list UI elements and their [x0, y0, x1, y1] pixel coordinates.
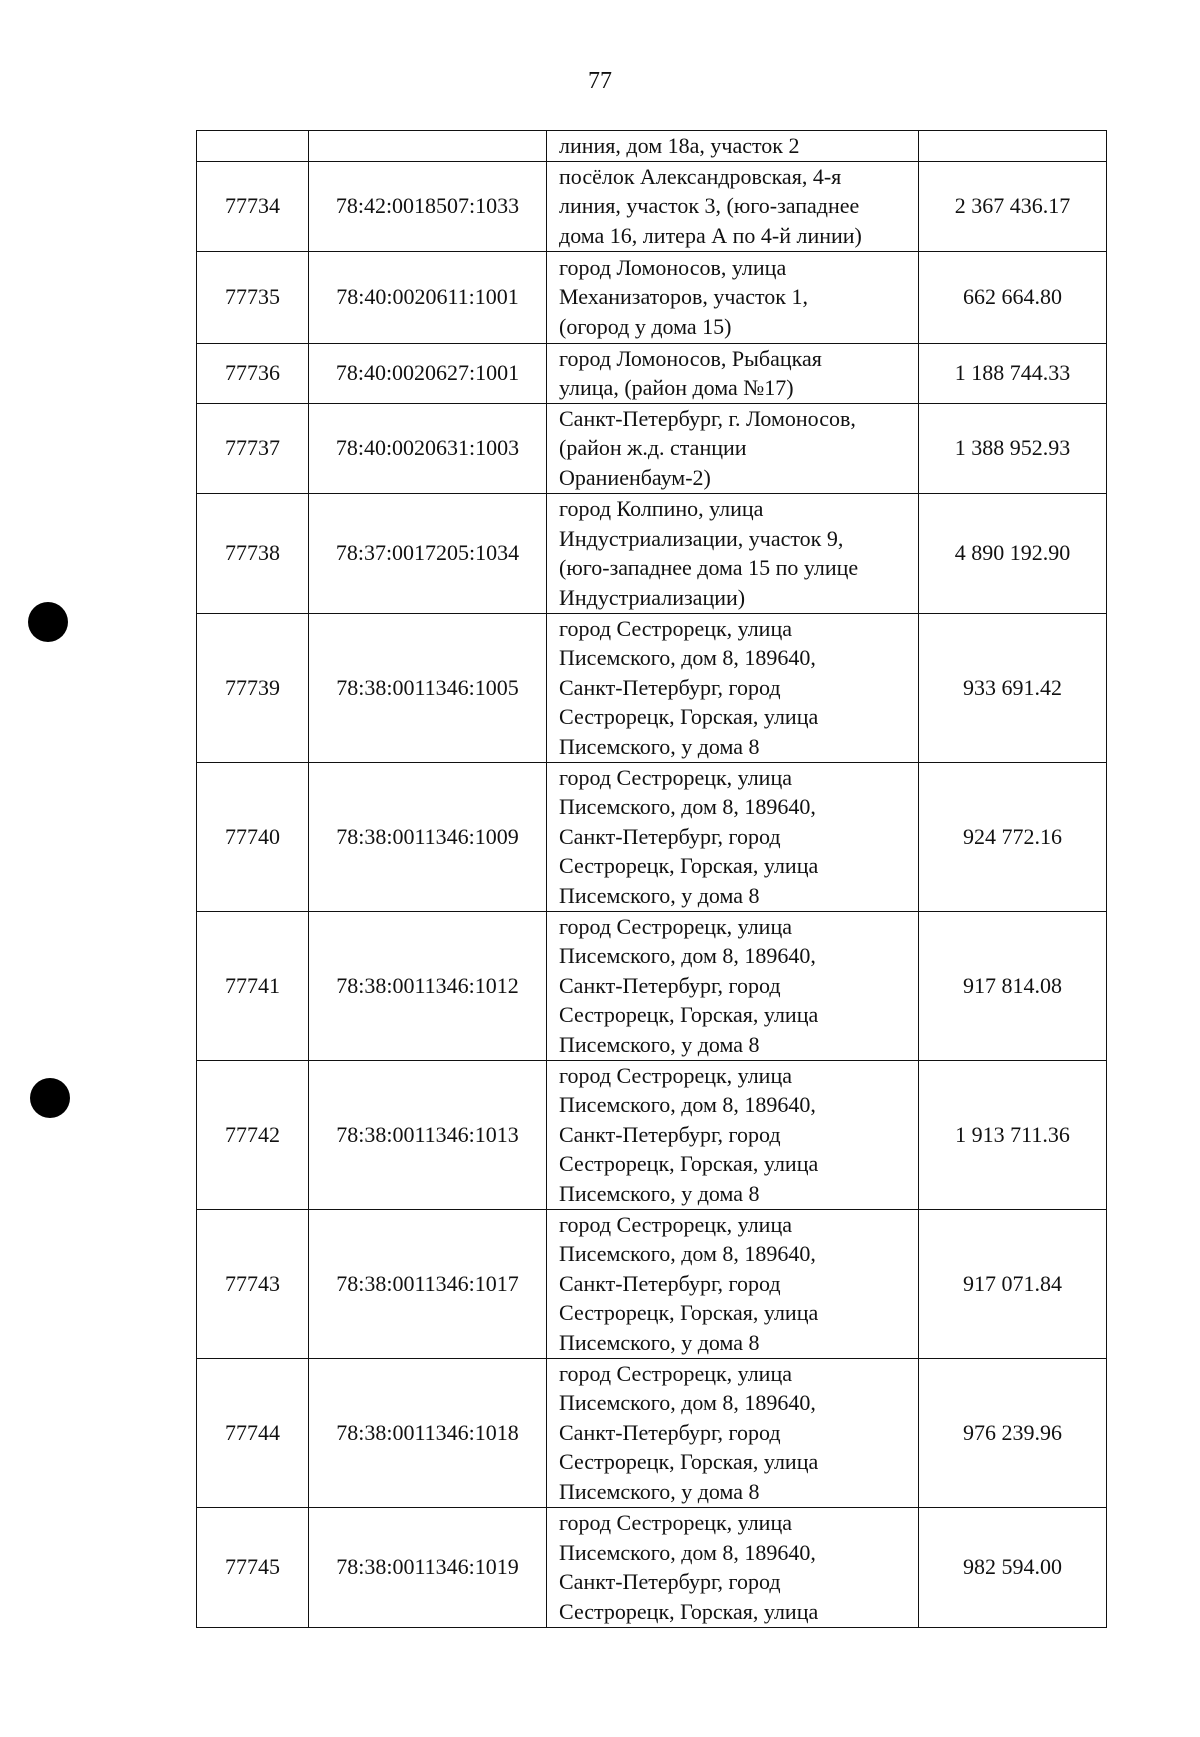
address-cell: город Сестрорецк, улица Писемского, дом 8, 189640, Санкт-Петербург, город Сестрорецк, Горская, улица: [547, 1507, 919, 1627]
row-number-cell: 77743: [197, 1209, 309, 1358]
table-row: [197, 1507, 1107, 1627]
value-cell: 933 691.42: [919, 613, 1107, 762]
row-number-cell: 77741: [197, 911, 309, 1060]
cadastral-number-cell: 78:38:0011346:1013: [309, 1060, 547, 1209]
value-cell: 1 388 952.93: [919, 403, 1107, 493]
table-row: [197, 131, 1107, 162]
value-cell: 662 664.80: [919, 251, 1107, 343]
row-number-cell: 77736: [197, 343, 309, 403]
address-cell: город Колпино, улица Индустриализации, участок 9, (юго-западнее дома 15 по улице Индустриализации): [547, 493, 919, 613]
punch-hole-mark: [28, 602, 68, 642]
address-cell: город Сестрорецк, улица Писемского, дом 8, 189640, Санкт-Петербург, город Сестрорецк, Горская, улица Писемского, у дома 8: [547, 1209, 919, 1358]
value-cell: 917 071.84: [919, 1209, 1107, 1358]
value-cell: 917 814.08: [919, 911, 1107, 1060]
address-cell: город Сестрорецк, улица Писемского, дом 8, 189640, Санкт-Петербург, город Сестрорецк, Горская, улица Писемского, у дома 8: [547, 1358, 919, 1507]
cadastral-number-cell: 78:38:0011346:1009: [309, 762, 547, 911]
address-cell: город Сестрорецк, улица Писемского, дом 8, 189640, Санкт-Петербург, город Сестрорецк, Горская, улица Писемского, у дома 8: [547, 613, 919, 762]
cadastral-number-cell: 78:38:0011346:1012: [309, 911, 547, 1060]
table-row: [197, 343, 1107, 403]
row-number-cell: 77744: [197, 1358, 309, 1507]
table-row: [197, 1060, 1107, 1209]
cadastral-number-cell: 78:42:0018507:1033: [309, 161, 547, 251]
table-row: [197, 911, 1107, 1060]
address-cell: посёлок Александровская, 4-я линия, участок 3, (юго-западнее дома 16, литера А по 4-й линии): [547, 161, 919, 251]
row-number-cell: 77737: [197, 403, 309, 493]
punch-hole-mark: [30, 1078, 70, 1118]
table-row: [197, 493, 1107, 613]
row-number-cell: 77734: [197, 161, 309, 251]
table-row: [197, 613, 1107, 762]
table-row: [197, 403, 1107, 493]
table-row: [197, 251, 1107, 343]
cadastral-number-cell: 78:38:0011346:1018: [309, 1358, 547, 1507]
row-number-cell: 77745: [197, 1507, 309, 1627]
value-cell: 1 188 744.33: [919, 343, 1107, 403]
cadastral-number-cell: 78:40:0020611:1001: [309, 251, 547, 343]
address-cell: город Сестрорецк, улица Писемского, дом 8, 189640, Санкт-Петербург, город Сестрорецк, Горская, улица Писемского, у дома 8: [547, 762, 919, 911]
value-cell: 982 594.00: [919, 1507, 1107, 1627]
table-row: [197, 1209, 1107, 1358]
table-body: [197, 131, 1107, 1628]
row-number-cell: [197, 131, 309, 162]
table-row: [197, 762, 1107, 911]
row-number-cell: 77735: [197, 251, 309, 343]
address-cell: линия, дом 18а, участок 2: [547, 131, 919, 162]
address-cell: Санкт-Петербург, г. Ломоносов, (район ж.д. станции Ораниенбаум-2): [547, 403, 919, 493]
value-cell: 924 772.16: [919, 762, 1107, 911]
table-row: [197, 1358, 1107, 1507]
cadastral-number-cell: 78:38:0011346:1005: [309, 613, 547, 762]
value-cell: 1 913 711.36: [919, 1060, 1107, 1209]
row-number-cell: 77740: [197, 762, 309, 911]
row-number-cell: 77742: [197, 1060, 309, 1209]
cadastral-number-cell: 78:37:0017205:1034: [309, 493, 547, 613]
cadastral-number-cell: 78:40:0020631:1003: [309, 403, 547, 493]
cadastral-number-cell: 78:38:0011346:1019: [309, 1507, 547, 1627]
cadastral-number-cell: 78:38:0011346:1017: [309, 1209, 547, 1358]
land-plot-table: [196, 130, 1107, 1628]
page-number: 77: [588, 68, 612, 94]
value-cell: 976 239.96: [919, 1358, 1107, 1507]
value-cell: 4 890 192.90: [919, 493, 1107, 613]
value-cell: 2 367 436.17: [919, 161, 1107, 251]
row-number-cell: 77738: [197, 493, 309, 613]
address-cell: город Ломоносов, улица Механизаторов, участок 1, (огород у дома 15): [547, 251, 919, 343]
address-cell: город Сестрорецк, улица Писемского, дом 8, 189640, Санкт-Петербург, город Сестрорецк, Горская, улица Писемского, у дома 8: [547, 1060, 919, 1209]
table-row: [197, 161, 1107, 251]
row-number-cell: 77739: [197, 613, 309, 762]
value-cell: [919, 131, 1107, 162]
cadastral-number-cell: 78:40:0020627:1001: [309, 343, 547, 403]
address-cell: город Ломоносов, Рыбацкая улица, (район дома №17): [547, 343, 919, 403]
address-cell: город Сестрорецк, улица Писемского, дом 8, 189640, Санкт-Петербург, город Сестрорецк, Горская, улица Писемского, у дома 8: [547, 911, 919, 1060]
cadastral-number-cell: [309, 131, 547, 162]
